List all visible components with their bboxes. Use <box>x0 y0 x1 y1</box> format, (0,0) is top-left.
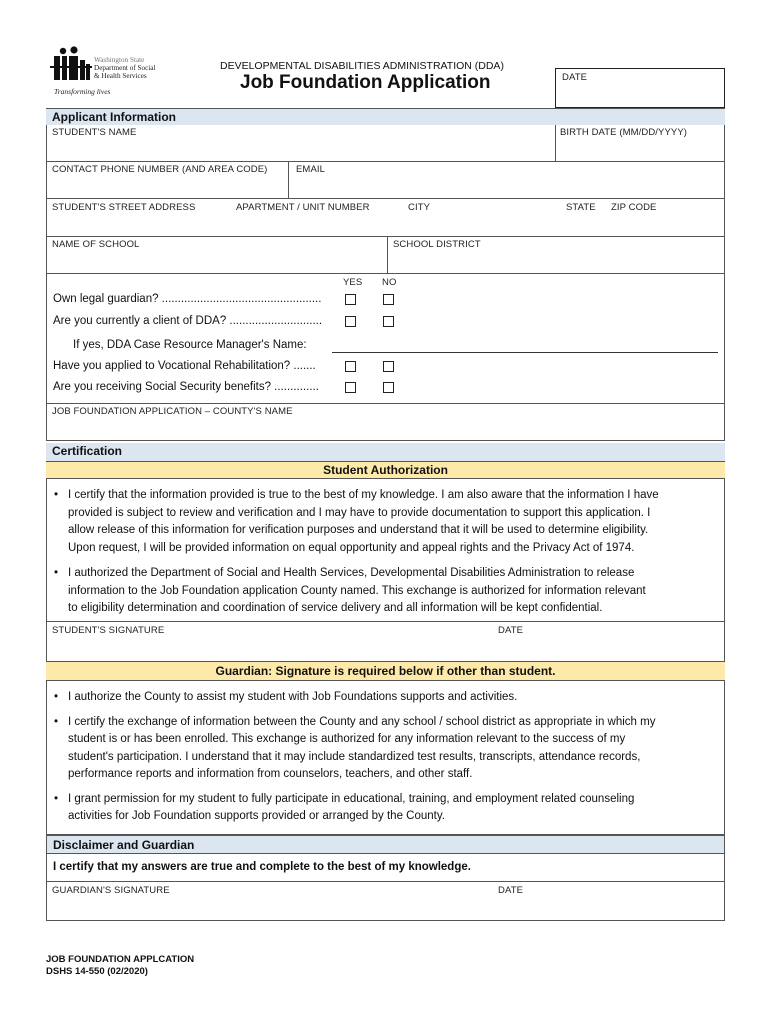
dda-client-yes-checkbox[interactable] <box>345 316 356 327</box>
bullet-line: Upon request, I will be provided information on equal opportunity and appeal rights and the Privacy Act of 1974. <box>68 541 635 554</box>
email-field[interactable] <box>289 176 724 198</box>
school-district-field[interactable] <box>388 251 724 273</box>
administration-name: DEVELOPMENTAL DISABILITIES ADMINISTRATION (DDA) <box>220 60 504 72</box>
authorization-bullet-item <box>50 791 720 826</box>
question-social-security: Are you receiving Social Security benefits? .............. <box>53 381 319 393</box>
apartment-field[interactable] <box>232 214 402 236</box>
student-signature-label: STUDENT'S SIGNATURE <box>52 625 165 636</box>
guardian-signature-date-label: DATE <box>498 885 524 896</box>
footer-form-name: JOB FOUNDATION APPLCATION <box>46 954 195 965</box>
bullet-line: information to the Job Foundation application County named. This exchange is authorized for information relevant <box>68 584 646 597</box>
guardian-signature-field[interactable] <box>47 897 487 919</box>
applicant-section-header: Applicant Information <box>46 108 725 125</box>
case-manager-name-field[interactable] <box>332 336 718 353</box>
student-authorization-header: Student Authorization <box>46 461 725 479</box>
state-field[interactable] <box>562 214 607 236</box>
question-vocational-rehab: Have you applied to Vocational Rehabilitation? ....... <box>53 360 316 372</box>
no-column-label: NO <box>382 277 397 288</box>
school-name-label: NAME OF SCHOOL <box>52 239 140 250</box>
yes-column-label: YES <box>343 277 363 288</box>
agency-tagline: Transforming lives <box>54 87 111 96</box>
footer-form-number: DSHS 14-550 (02/2020) <box>46 966 148 977</box>
bullet-line: I authorized the Department of Social and Health Services, Developmental Disabilities Administration to release <box>68 567 635 579</box>
student-signature-date-field[interactable] <box>495 637 724 659</box>
birth-date-field[interactable] <box>556 138 724 160</box>
birth-date-label: BIRTH DATE (MM/DD/YYYY) <box>560 127 688 138</box>
date-label: DATE <box>562 72 588 83</box>
bullet-icon: • <box>54 792 59 805</box>
case-manager-label: If yes, DDA Case Resource Manager's Name: <box>73 339 307 351</box>
zip-code-label: ZIP CODE <box>611 202 657 213</box>
bullet-line: provided is subject to review and verification and I may have to provide documentation to support this application. I <box>68 506 651 519</box>
street-address-field[interactable] <box>47 214 227 236</box>
student-signature-field[interactable] <box>47 637 487 659</box>
vocational-rehab-no-checkbox[interactable] <box>383 361 394 372</box>
school-district-label: SCHOOL DISTRICT <box>393 239 481 250</box>
bullet-icon: • <box>54 489 59 501</box>
bullet-line: activities for Job Foundation supports provided or arranged by the County. <box>68 810 445 822</box>
bullet-line: to eligibility determination and coordination of service delivery and all information will be kept confidential. <box>68 602 603 614</box>
dda-client-no-checkbox[interactable] <box>383 316 394 327</box>
bullet-line: I authorize the County to assist my student with Job Foundations supports and activities. <box>68 691 518 703</box>
social-security-no-checkbox[interactable] <box>383 382 394 393</box>
student-name-label: STUDENT'S NAME <box>52 127 137 138</box>
guardian-signature-label: GUARDIAN'S SIGNATURE <box>52 885 170 896</box>
contact-phone-label: CONTACT PHONE NUMBER (AND AREA CODE) <box>52 164 268 175</box>
social-security-yes-checkbox[interactable] <box>345 382 356 393</box>
certification-section-header: Certification <box>46 443 725 461</box>
legal-guardian-yes-checkbox[interactable] <box>345 294 356 305</box>
city-field[interactable] <box>404 214 559 236</box>
authorization-bullet-item <box>50 689 720 707</box>
school-name-field[interactable] <box>47 251 385 273</box>
contact-phone-field[interactable] <box>47 176 287 198</box>
bullet-line: I certify the exchange of information between the County and any school / school district as appropriate in which my <box>68 715 656 728</box>
student-signature-date-label: DATE <box>498 625 524 636</box>
state-label: STATE <box>566 202 596 213</box>
city-label: CITY <box>408 202 431 213</box>
authorization-bullet-item <box>50 565 720 618</box>
apartment-label: APARTMENT / UNIT NUMBER <box>236 202 370 213</box>
question-dda-client: Are you currently a client of DDA? ............................. <box>53 315 323 327</box>
bullet-line: student is or has been enrolled. This exchange is authorized for any information relevant to the success of my <box>68 733 626 745</box>
bullet-line: I certify that the information provided is true to the best of my knowledge. I am also aware that the information I have <box>68 489 659 501</box>
question-legal-guardian: Own legal guardian? .................................................. <box>53 293 322 305</box>
bullet-icon: • <box>54 715 59 728</box>
guardian-signature-date-field[interactable] <box>495 897 724 919</box>
bullet-line: performance reports and information from counselors, teachers, and other staff. <box>68 768 473 780</box>
disclaimer-section-header: Disclaimer and Guardian <box>46 835 725 854</box>
bullet-line: I grant permission for my student to fully participate in educational, training, and employment related counseling <box>68 792 635 805</box>
zip-code-field[interactable] <box>608 214 724 236</box>
bullet-line: allow release of this information for verification purposes and understand that it will be used to determine eligibility. <box>68 524 649 536</box>
bullet-icon: • <box>54 691 59 703</box>
county-name-label: JOB FOUNDATION APPLICATION – COUNTY'S NAME <box>52 406 293 417</box>
vocational-rehab-yes-checkbox[interactable] <box>345 361 356 372</box>
guardian-authorization-list <box>50 689 720 834</box>
date-field[interactable] <box>555 68 725 108</box>
guardian-authorization-header: Guardian: Signature is required below if other than student. <box>46 661 725 681</box>
dshs-logo <box>50 46 170 98</box>
dshs-logo-icon <box>50 46 92 86</box>
agency-name: Washington State Department of Social & Health Services <box>94 56 156 80</box>
student-authorization-list <box>50 487 720 626</box>
bullet-icon: • <box>54 567 59 579</box>
email-label: EMAIL <box>296 164 326 175</box>
student-name-field[interactable] <box>47 138 555 160</box>
bullet-line: student's participation. I understand that it may include standardized test results, transcripts, attendance records, <box>68 750 641 763</box>
page-title: Job Foundation Application <box>240 72 491 93</box>
county-name-field[interactable] <box>47 418 724 440</box>
disclaimer-statement: I certify that my answers are true and complete to the best of my knowledge. <box>53 861 471 873</box>
authorization-bullet-item <box>50 487 720 557</box>
street-address-label: STUDENT'S STREET ADDRESS <box>52 202 196 213</box>
authorization-bullet-item <box>50 714 720 784</box>
legal-guardian-no-checkbox[interactable] <box>383 294 394 305</box>
